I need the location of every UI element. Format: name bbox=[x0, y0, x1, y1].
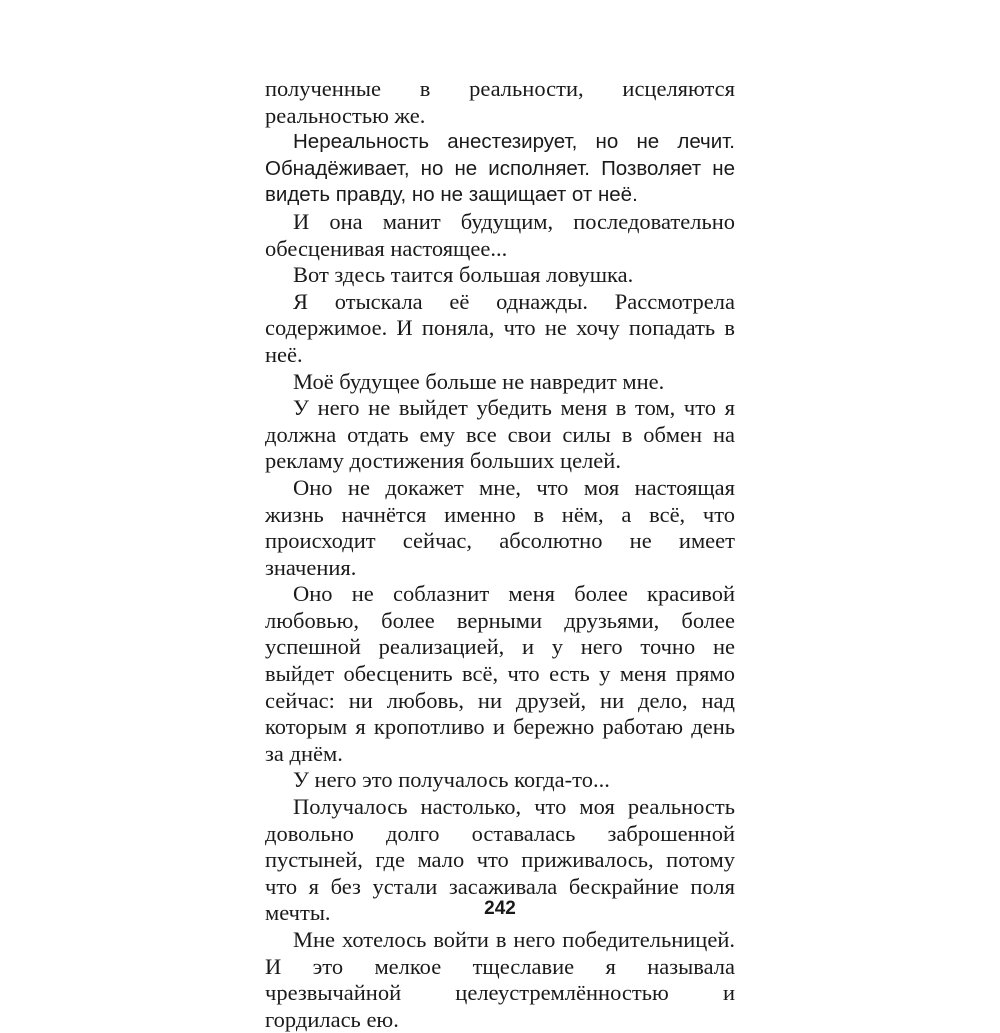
paragraph-2: Нереальность анестезирует, но не лечит. Обнадёживает, но не исполняет. Позволяет не видеть правду, но не защищает от неё. bbox=[265, 130, 735, 207]
paragraph-12: Мне хотелось войти в него победительницей. И это мелкое тщеславие я называла чрезвычайной целеустремлённостью и гордилась ею. bbox=[265, 927, 735, 1032]
paragraph-7: У него не выйдет убедить меня в том, что я должна отдать ему все свои силы в обмен на рекламу достижения больших целей. bbox=[265, 395, 735, 474]
paragraph-6: Моё будущее больше не навредит мне. bbox=[293, 368, 665, 394]
paragraph-8: Оно не докажет мне, что моя настоящая жизнь начнётся именно в нём, а всё, что происходит сейчас, абсолютно не имеет значения. bbox=[265, 474, 735, 580]
paragraph-1: полученные в реальности, исцеляются реальностью же. bbox=[265, 76, 735, 128]
paragraph-4: Вот здесь таится большая ловушка. bbox=[293, 262, 634, 288]
paragraph-5: Я отыскала её однажды. Рассмотрела содержимое. И поняла, что не хочу попадать в неё. bbox=[265, 288, 735, 367]
paragraph-11: Получалось настолько, что моя реальность довольно долго оставалась заброшенной пустыней, где мало что приживалось, потому что я без устали засаживала бескрайние поля мечты. bbox=[265, 794, 735, 926]
page-body bbox=[265, 76, 735, 1033]
paragraph-10: У него это получалось когда-то... bbox=[293, 767, 610, 793]
paragraph-3: И она манит будущим, последовательно обесценивая настоящее... bbox=[265, 208, 735, 261]
paragraph-9: Оно не соблазнит меня более красивой любовью, более верными друзьями, более успешной реализацией, и у него точно не выйдет обесценить всё, что есть у меня прямо сейчас: ни любовь, ни друзей, ни дело, над которым я кропотливо и бережно работаю день за днём. bbox=[265, 581, 735, 766]
page-number: 242 bbox=[484, 898, 516, 919]
